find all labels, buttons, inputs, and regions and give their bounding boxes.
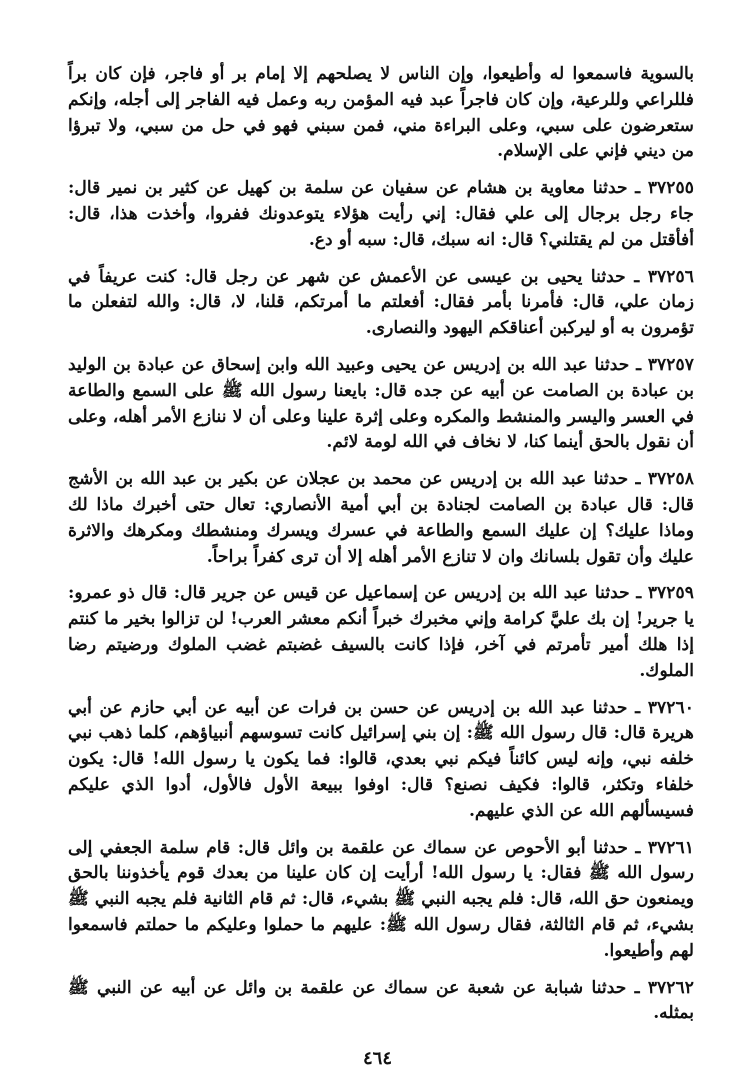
hadith-37257: ٣٧٢٥٧ ـ حدثنا عبد الله بن إدريس عن يحيى وعبيد الله وابن إسحاق عن عبادة بن الوليد بن عبادة بن الصامت عن أبيه عن جده قال: بايعنا رسول الله ﷺ على السمع والطاعة في العسر واليسر والمنشط والمكره وعلى إثرة علينا وعلى أن لا ننازع الأمر أهله، وعلى أن نقول بالحق أينما كنا، لا نخاف في الله لومة لائم. bbox=[68, 354, 694, 453]
hadith-37255: ٣٧٢٥٥ ـ حدثنا معاوية بن هشام عن سفيان عن سلمة بن كهيل عن كثير بن نمير قال: جاء رجل برجال إلى علي فقال: إني رأيت هؤلاء يتوعدونك ففروا، وأخذت هذا، قال: أفأقتل من لم يقتلني؟ قال: انه سبك، قال: سبه أو دع. bbox=[68, 178, 694, 250]
hadith-37260: ٣٧٢٦٠ ـ حدثنا عبد الله بن إدريس عن حسن بن فرات عن أبيه عن أبي حازم عن أبي هريرة قال: قال رسول الله ﷺ: إن بني إسرائيل كانت تسوسهم أنبياؤهم، كلما ذهب نبي خلفه نبي، وإنه ليس كائناً فيكم نبي بعدي، قالوا: فما يكون يا رسول الله! قال: يكون خلفاء وتكثر، قالوا: فكيف نصنع؟ قال: اوفوا ببيعة الأول فالأول، أدوا الذي عليكم فسيسألهم الله عن الذي عليهم. bbox=[68, 697, 694, 821]
paragraph-continuation: بالسوية فاسمعوا له وأطيعوا، وإن الناس لا يصلحهم إلا إمام بر أو فاجر، فإن كان براً فللراعي وللرعية، وإن كان فاجراً عبد فيه المؤمن ربه وعمل فيه الفاجر إلى أجله، وإنكم ستعرضون على سبي، وعلى البراءة مني، فمن سبني فهو في حل من سبي، ولا تبرؤا من ديني فإني على الإسلام. bbox=[68, 64, 694, 162]
hadith-37259: ٣٧٢٥٩ ـ حدثنا عبد الله بن إدريس عن إسماعيل عن قيس عن جرير قال: قال ذو عمرو: يا جرير! إن بك عليَّ كرامة وإني مخبرك خبراً أنكم معشر العرب! لن تزالوا بخير ما كنتم إذا هلك أمير تأمرتم في آخر، فإذا كانت بالسيف غضبتم غضب الملوك ورضيتم رضا الملوك. bbox=[68, 583, 694, 681]
hadith-37258: ٣٧٢٥٨ ـ حدثنا عبد الله بن إدريس عن محمد بن عجلان عن بكير بن عبد الله بن الأشج قال: قال عبادة بن الصامت لجنادة بن أبي أمية الأنصاري: تعال حتى أخبرك ماذا لك وماذا عليك؟ إن عليك السمع والطاعة في عسرك ويسرك ومنشطك ومكرهك والاثرة عليك وأن تقول بلسانك وان لا تنازع الأمر أهله إلا أن ترى كفراً براحاً. bbox=[68, 469, 694, 567]
page-number: ٤٦٤ bbox=[362, 1048, 392, 1069]
hadith-37256: ٣٧٢٥٦ ـ حدثنا يحيى بن عيسى عن الأعمش عن شهر عن رجل قال: كنت عريفاً في زمان علي، قال: فأمرنا بأمر فقال: أفعلتم ما أمرتكم، قلنا، لا، قال: والله لتفعلن ما تؤمرون به أو ليركبن أعناقكم اليهود والنصارى. bbox=[68, 266, 694, 339]
hadith-37262: ٣٧٢٦٢ ـ حدثنا شبابة عن شعبة عن سماك عن علقمة بن وائل عن أبيه عن النبي ﷺ بمثله. bbox=[68, 977, 694, 1024]
page-body bbox=[68, 62, 694, 1027]
hadith-37261: ٣٧٢٦١ ـ حدثنا أبو الأحوص عن سماك عن علقمة بن وائل قال: قام سلمة الجعفي إلى رسول الله ﷺ فقال: يا رسول الله! أرأيت إن كان علينا من بعدك قوم يأخذوننا بالحق ويمنعون حق الله، قال: فلم يجبه النبي ﷺ بشيء، قال: ثم قام الثانية فلم يجبه النبي ﷺ بشيء، ثم قام الثالثة، فقال رسول الله ﷺ: عليهم ما حملوا وعليكم ما حملتم فاسمعوا لهم وأطيعوا. bbox=[68, 837, 694, 961]
